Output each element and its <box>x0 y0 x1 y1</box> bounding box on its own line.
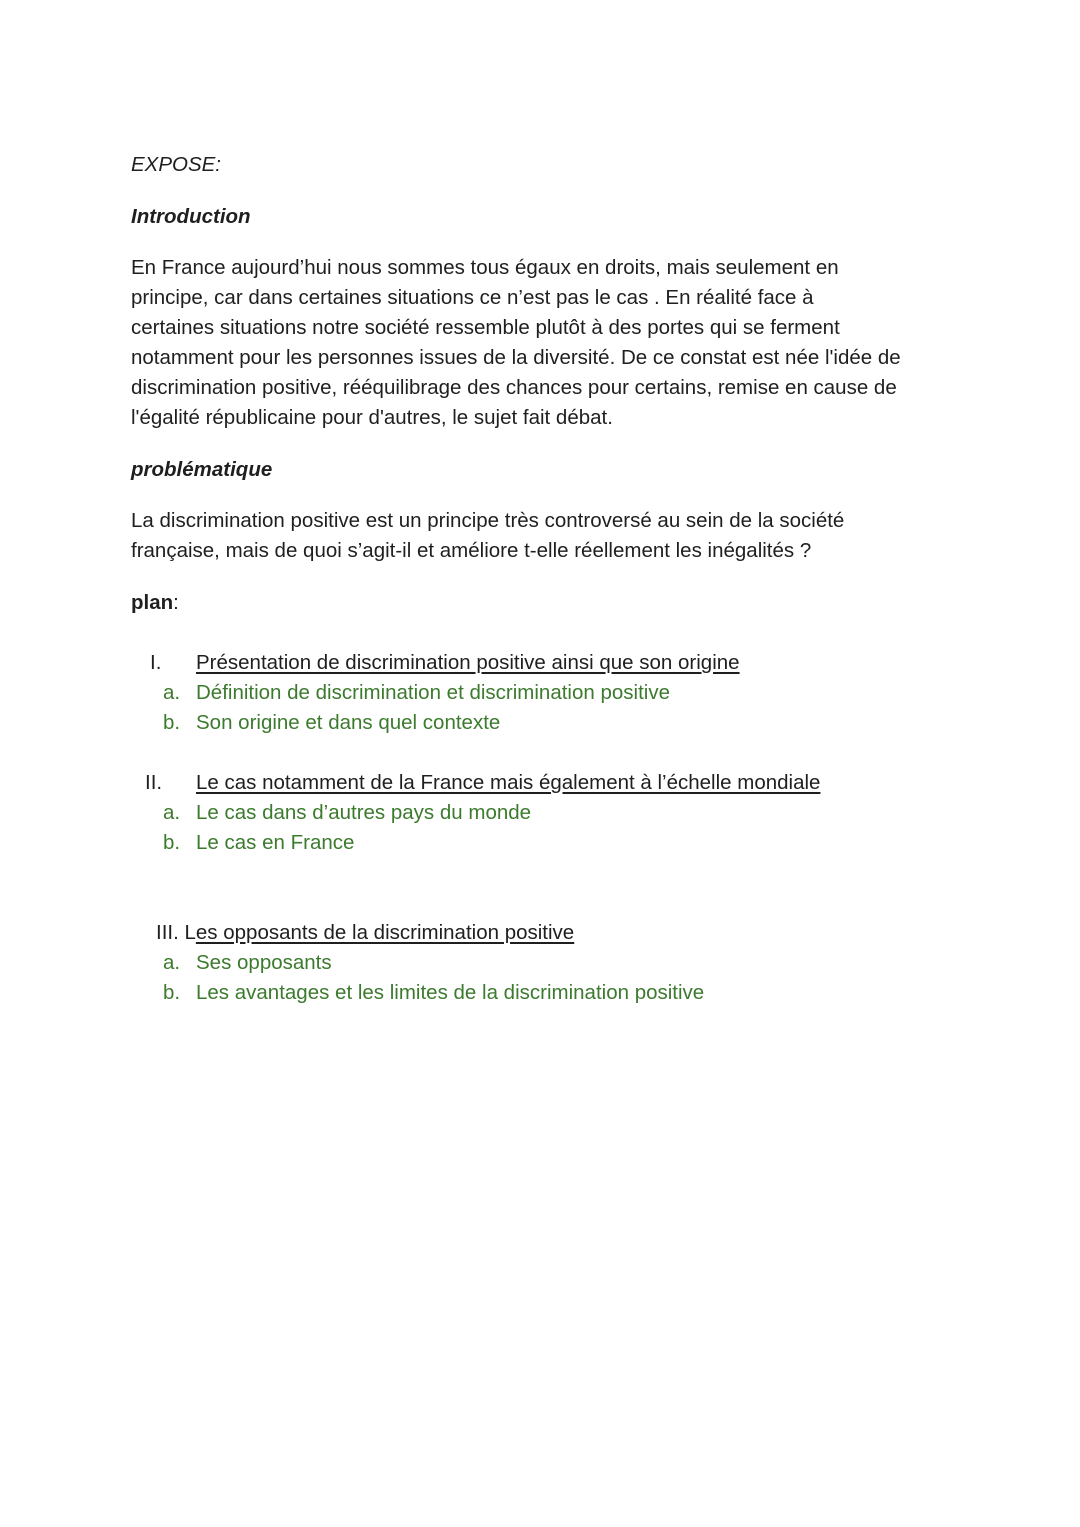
paragraph-line: l'égalité républicaine pour d'autres, le sujet fait débat. <box>131 406 613 429</box>
subitem-letter: b. <box>163 711 181 734</box>
plan-label-text: plan <box>131 591 174 614</box>
subitem-text: Ses opposants <box>196 951 332 974</box>
paragraph-line: certaines situations notre société ressemble plutôt à des portes qui se ferment <box>131 316 840 339</box>
plan-section-2 <box>145 768 945 798</box>
problematique-paragraph <box>131 506 961 566</box>
subitem-letter: a. <box>163 681 181 704</box>
section-title: es opposants de la discrimination positive <box>195 921 575 944</box>
section-title: Présentation de discrimination positive ainsi que son origine <box>196 651 740 674</box>
subitem-text: Son origine et dans quel contexte <box>196 711 501 734</box>
section-title: Le cas notamment de la France mais également à l’échelle mondiale <box>196 771 821 794</box>
paragraph-line: La discrimination positive est un principe très controversé au sein de la société <box>131 509 845 532</box>
paragraph-line: notamment pour les personnes issues de la diversité. De ce constat est née l'idée de <box>131 346 901 369</box>
subitem-text: Définition de discrimination et discrimination positive <box>196 681 670 704</box>
subitem-text: Les avantages et les limites de la discrimination positive <box>196 981 705 1004</box>
section-number: I. <box>150 651 162 674</box>
subitem-letter: b. <box>163 981 181 1004</box>
plan-section-3 <box>156 918 856 948</box>
problematique-heading: problématique <box>131 458 273 481</box>
section-number: III. L <box>156 921 196 944</box>
paragraph-line: En France aujourd’hui nous sommes tous égaux en droits, mais seulement en <box>131 256 839 279</box>
plan-label <box>131 588 179 618</box>
paragraph-line: principe, car dans certaines situations ce n’est pas le cas . En réalité face à <box>131 286 814 309</box>
subitem-letter: a. <box>163 801 181 824</box>
paragraph-line: discrimination positive, rééquilibrage des chances pour certains, remise en cause de <box>131 376 897 399</box>
introduction-heading: Introduction <box>131 205 251 228</box>
document-label: EXPOSE: <box>131 153 222 176</box>
plan-section-1 <box>150 648 950 678</box>
paragraph-line: française, mais de quoi s’agit-il et améliore t-elle réellement les inégalités ? <box>131 539 812 562</box>
subitem-letter: b. <box>163 831 181 854</box>
introduction-paragraph <box>131 253 961 433</box>
section-number: II. <box>145 771 163 794</box>
subitem-letter: a. <box>163 951 181 974</box>
subitem-text: Le cas en France <box>196 831 355 854</box>
subitem-text: Le cas dans d’autres pays du monde <box>196 801 532 824</box>
plan-label-colon: : <box>173 591 179 614</box>
